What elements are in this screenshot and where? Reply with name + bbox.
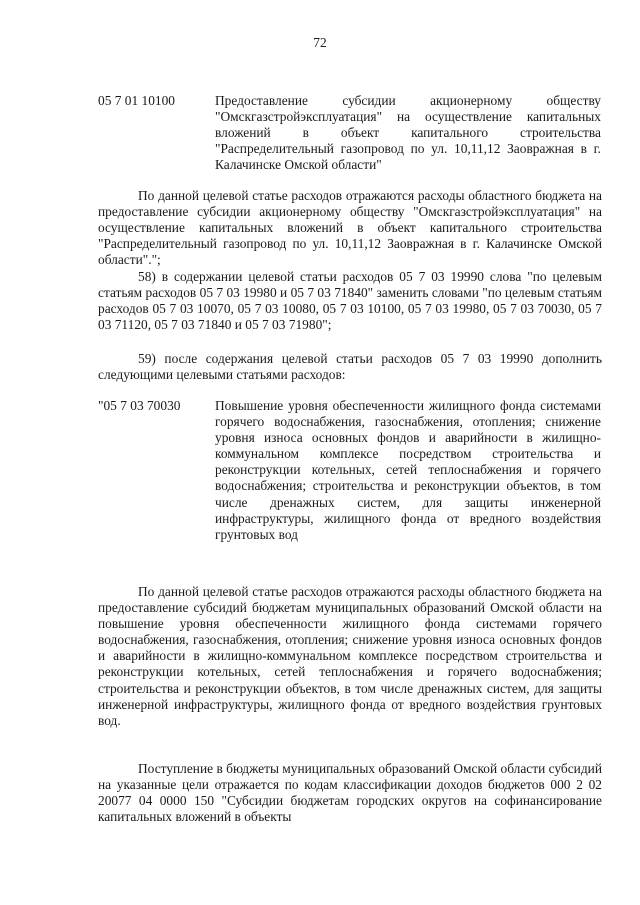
paragraph: По данной целевой статье расходов отражаются расходы областного бюджета на предоставление субсидий бюджетам муниципальных образований Омской области на повышение уровня обеспеченности жилищного фонда системами горячего водоснабжения, газоснабжения, отопления; снижение уровня износа основных фондов и аварийности в жилищно-коммунальном комплексе посредством строительства и реконструкции котельных, сетей теплоснабжения и горячего водоснабжения; строительства и реконструкции объектов, в том числе дренажных систем, для защиты инженерной инфраструктуры, жилищного фонда от вредного воздействия грунтовых вод. bbox=[98, 584, 602, 728]
paragraph: 59) после содержания целевой статьи расходов 05 7 03 19990 дополнить следующими целевыми статьями расходов: bbox=[98, 351, 602, 383]
paragraph: Поступление в бюджеты муниципальных образований Омской области субсидий на указанные цели отражается по кодам классификации доходов бюджетов 000 2 02 20077 04 0000 150 "Субсидии бюджетам городских округов на софинансирование капитальных вложений в объекты bbox=[98, 761, 602, 825]
entry-description: Предоставление субсидии акционерному обществу "Омскгазстройэксплуатация" на осуществление капитальных вложений в объект капитального строительства "Распределительный газопровод по ул. 10,11,12 Заовражная в г. Калачинске Омской области" bbox=[215, 93, 601, 173]
entry-description: Повышение уровня обеспеченности жилищного фонда системами горячего водоснабжения, газоснабжения, отопления; снижение уровня износа основных фондов и аварийности в жилищно-коммунальном комплексе посредством строительства и реконструкции котельных, сетей теплоснабжения и горячего водоснабжения; строительства и реконструкции объектов, в том числе дренажных систем, для защиты инженерной инфраструктуры, жилищного фонда от вредного воздействия грунтовых вод bbox=[215, 398, 601, 542]
page-number: 72 bbox=[313, 35, 327, 50]
paragraph: По данной целевой статье расходов отражаются расходы областного бюджета на предоставление субсидии акционерному обществу "Омскгазстройэксплуатация" на осуществление капитальных вложений в объект капитального строительства "Распределительный газопровод по ул. 10,11,12 Заовражная в г. Калачинске Омской области"."; bbox=[98, 188, 602, 268]
entry-code: 05 7 01 10100 bbox=[98, 93, 175, 108]
entry-code: "05 7 03 70030 bbox=[98, 398, 181, 413]
paragraph: 58) в содержании целевой статьи расходов 05 7 03 19990 слова "по целевым статьям расходов 05 7 03 19980 и 05 7 03 71840" заменить словами "по целевым статьям расходов 05 7 03 10070, 05 7 03 10080, 05 7 03 10100, 05 7 03 19980, 05 7 03 70030, 05 7 03 71120, 05 7 03 71840 и 05 7 03 71980"; bbox=[98, 269, 602, 333]
